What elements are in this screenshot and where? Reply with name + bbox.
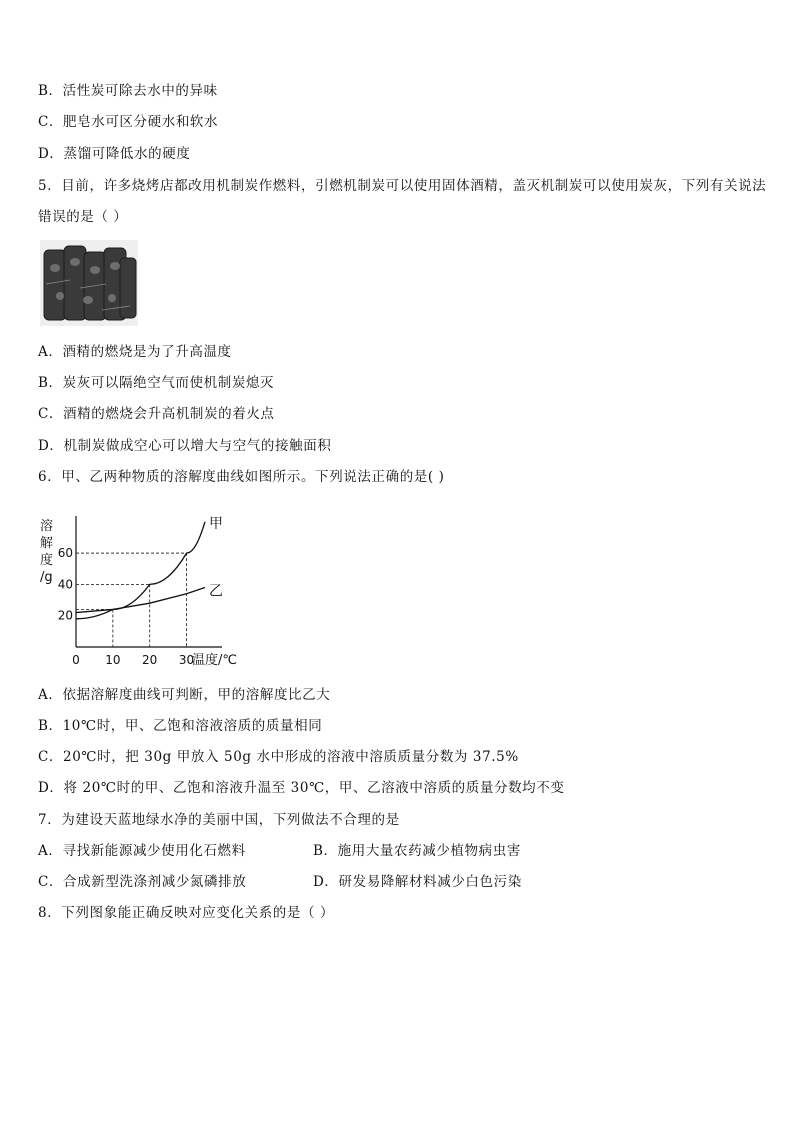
y-tick-label: 40 <box>57 577 73 592</box>
q5-option-b: B．炭灰可以隔绝空气而使机制炭熄灭 <box>38 375 275 391</box>
q7-option-a: A．寻找新能源减少使用化石燃料 <box>38 843 246 859</box>
q7-option-d: D．研发易降解材料减少白色污染 <box>313 874 522 890</box>
x-tick-label: 10 <box>105 653 121 667</box>
y-axis-label-char: 解 <box>40 536 54 551</box>
y-tick-label: 20 <box>57 608 73 623</box>
solubility-curve-chart <box>38 512 238 672</box>
y-axis-label-char: 度 <box>40 553 54 568</box>
q4-option-b: B．活性炭可除去水中的异味 <box>38 83 218 99</box>
y-tick-label: 60 <box>57 546 73 561</box>
q6-option-a: A．依据溶解度曲线可判断，甲的溶解度比乙大 <box>38 687 331 703</box>
q7-option-b: B．施用大量农药减少植物病虫害 <box>313 843 521 859</box>
q5-option-a: A．酒精的燃烧是为了升高温度 <box>38 344 232 360</box>
x-axis-label: 温度/℃ <box>192 653 238 668</box>
charcoal-briquettes-photo <box>40 240 138 326</box>
q5-option-d: D．机制炭做成空心可以增大与空气的接触面积 <box>38 438 332 454</box>
q6-option-c: C．20℃时，把 30g 甲放入 50g 水中形成的溶液中溶质质量分数为 37.5% <box>38 749 519 765</box>
q6-option-d: D．将 20℃时的甲、乙饱和溶液升温至 30℃，甲、乙溶液中溶质的质量分数均不变 <box>38 780 565 796</box>
q8-stem: 8．下列图象能正确反映对应变化关系的是（ ） <box>38 905 335 921</box>
q7-option-c: C．合成新型洗涤剂减少氮磷排放 <box>38 874 247 890</box>
q6-option-b: B．10℃时，甲、乙饱和溶液溶质的质量相同 <box>38 718 323 734</box>
q7-stem: 7．为建设天蓝地绿水净的美丽中国，下列做法不合理的是 <box>38 812 400 828</box>
q5-option-c: C．酒精的燃烧会升高机制炭的着火点 <box>38 406 275 422</box>
x-tick-label: 0 <box>72 653 80 667</box>
series-label: 乙 <box>208 583 223 600</box>
y-axis-label-char: /g <box>40 570 53 585</box>
q6-stem: 6．甲、乙两种物质的溶解度曲线如图所示。下列说法正确的是( ) <box>38 469 445 485</box>
q5-stem-line1: 5．目前，许多烧烤店都改用机制炭作燃料，引燃机制炭可以使用固体酒精，盖灭机制炭可以使用炭灰，下列有关说法 <box>38 178 767 194</box>
y-axis-label-char: 溶 <box>40 519 54 534</box>
series-curve-yi <box>76 588 205 613</box>
q5-stem-line2: 错误的是（ ） <box>38 209 128 225</box>
q4-option-d: D．蒸馏可降低水的硬度 <box>38 146 191 162</box>
x-tick-label: 30 <box>178 653 195 667</box>
x-tick-label: 20 <box>142 653 158 667</box>
q4-option-c: C．肥皂水可区分硬水和软水 <box>38 114 219 130</box>
series-label: 甲 <box>208 515 223 532</box>
